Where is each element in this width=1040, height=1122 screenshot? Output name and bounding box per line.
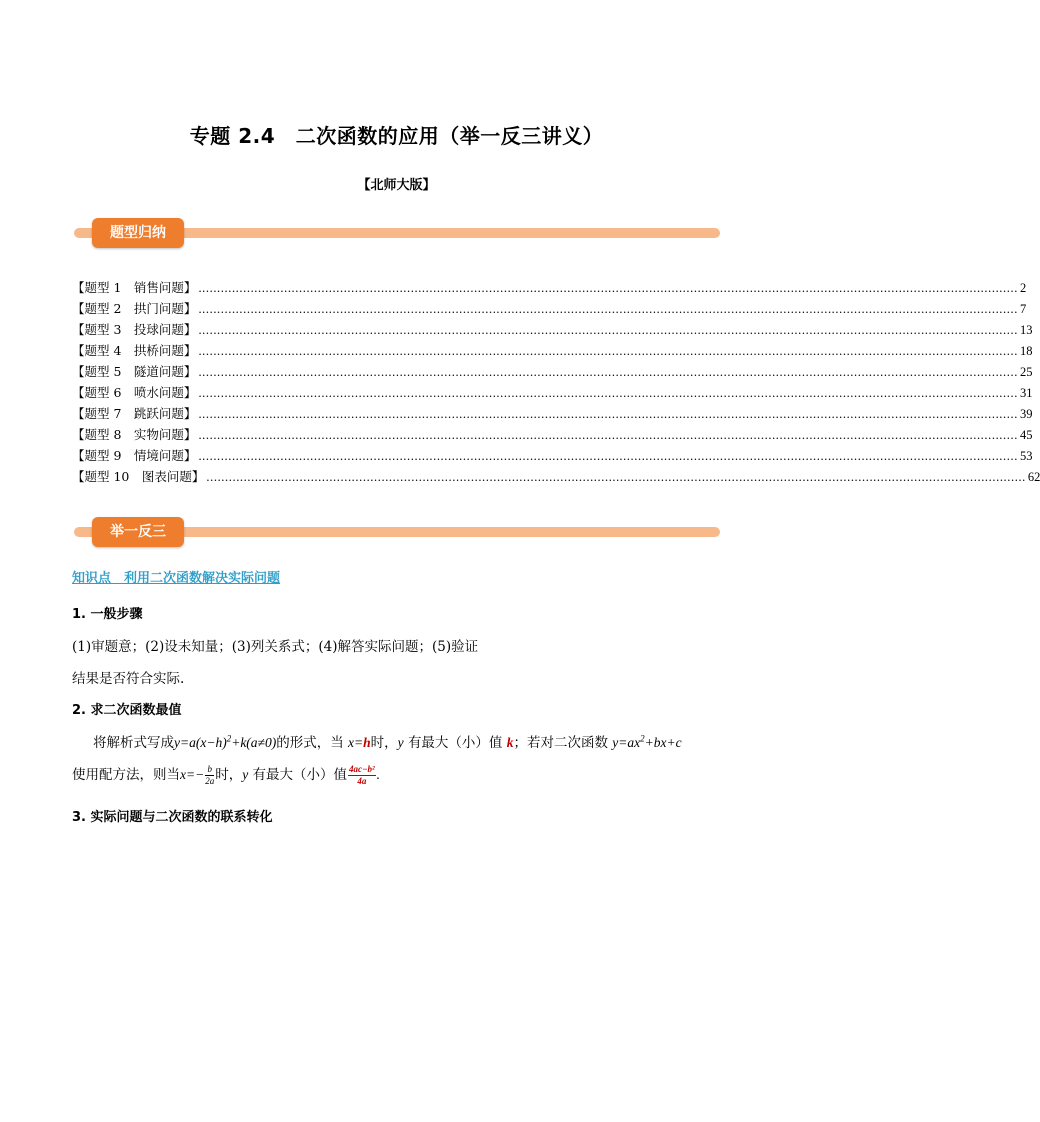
extremum-paragraph-line1 xyxy=(93,731,682,751)
table-of-contents xyxy=(72,278,1040,488)
toc-page-number: 2 xyxy=(1019,281,1027,295)
period: . xyxy=(376,767,381,782)
text: 使用配方法，则当 xyxy=(72,767,180,783)
toc-leader-dots: ............................................................................................................................................................................................................................ xyxy=(198,365,1018,379)
formula-standard-form: $y=ax^2+bx+c$ xyxy=(612,733,682,750)
toc-entry-label: 【题型 5 隧道问题】 xyxy=(72,364,197,379)
toc-entry-label: 【题型 10 图表问题】 xyxy=(72,469,205,484)
toc-page-number: 53 xyxy=(1019,449,1033,463)
toc-page-number: 31 xyxy=(1019,386,1033,400)
text: 将解析式写成 xyxy=(93,735,174,751)
toc-leader-dots: ............................................................................................................................................................................................................................ xyxy=(198,428,1018,442)
toc-leader-dots: ............................................................................................................................................................................................................................ xyxy=(206,470,1026,484)
text: 的形式，当 xyxy=(276,735,344,751)
toc-entry-label: 【题型 9 情境问题】 xyxy=(72,448,197,463)
banner-tag: 举一反三 xyxy=(92,517,184,547)
toc-page-number: 13 xyxy=(1019,323,1033,337)
toc-entry-label: 【题型 6 喷水问题】 xyxy=(72,385,197,400)
toc-entry-label: 【题型 2 拱门问题】 xyxy=(72,301,197,316)
toc-entry[interactable] xyxy=(72,446,1033,467)
banner-tag: 题型归纳 xyxy=(92,218,184,248)
toc-page-number: 39 xyxy=(1019,407,1033,421)
text: 时， xyxy=(370,735,398,751)
extremum-paragraph-line2 xyxy=(72,763,380,786)
toc-entry-label: 【题型 3 投球问题】 xyxy=(72,322,197,337)
toc-leader-dots: ............................................................................................................................................................................................................................ xyxy=(198,302,1018,316)
section-heading-conversion: 3. 实际问题与二次函数的联系转化 xyxy=(72,810,273,825)
section-banner-question-types xyxy=(74,218,720,248)
toc-leader-dots: ............................................................................................................................................................................................................................ xyxy=(198,449,1018,463)
highlight-h: h xyxy=(363,735,371,750)
text: ；若对二次函数 xyxy=(513,735,608,751)
toc-entry[interactable] xyxy=(72,299,1027,320)
toc-entry[interactable] xyxy=(72,383,1033,404)
toc-leader-dots: ............................................................................................................................................................................................................................ xyxy=(198,323,1018,337)
section-heading-extremum: 2. 求二次函数最值 xyxy=(72,703,182,718)
toc-page-number: 7 xyxy=(1019,302,1027,316)
toc-page-number: 62 xyxy=(1027,470,1040,484)
formula-x: x= xyxy=(348,735,364,750)
toc-leader-dots: ............................................................................................................................................................................................................................ xyxy=(198,281,1018,295)
text: 时， xyxy=(215,767,243,783)
toc-page-number: 25 xyxy=(1019,365,1033,379)
fraction-b-over-2a: $\frac{b}{2a}$ xyxy=(205,764,215,786)
text: 有最大（小）值 xyxy=(407,735,503,751)
section-banner-examples xyxy=(74,517,720,547)
toc-page-number: 45 xyxy=(1019,428,1033,442)
highlight-k: k xyxy=(506,735,514,750)
steps-text-line1: (1)审题意；(2)设未知量；(3)列关系式；(4)解答实际问题；(5)验证 xyxy=(72,639,479,655)
formula-y: y xyxy=(242,767,249,782)
toc-entry[interactable] xyxy=(72,425,1033,446)
toc-leader-dots: ............................................................................................................................................................................................................................ xyxy=(198,386,1018,400)
toc-page-number: 18 xyxy=(1019,344,1033,358)
toc-entry-label: 【题型 8 实物问题】 xyxy=(72,427,197,442)
toc-entry-label: 【题型 7 跳跃问题】 xyxy=(72,406,197,421)
formula-vertex-form: $y=a(x-h)^2+k(a\ne 0)$ xyxy=(174,733,277,750)
toc-entry[interactable] xyxy=(72,362,1033,383)
edition-label: 【北师大版】 xyxy=(357,178,436,193)
toc-entry[interactable] xyxy=(72,467,1040,488)
toc-leader-dots: ............................................................................................................................................................................................................................ xyxy=(198,407,1018,421)
toc-entry-label: 【题型 1 销售问题】 xyxy=(72,280,197,295)
toc-entry[interactable] xyxy=(72,320,1033,341)
toc-entry[interactable] xyxy=(72,404,1033,425)
fraction-extremum-value: $\frac{\text{4ac−b²}}{4a}$ xyxy=(349,764,375,786)
page-title: 专题 2.4 二次函数的应用（举一反三讲义） xyxy=(189,124,604,148)
toc-entry-label: 【题型 4 拱桥问题】 xyxy=(72,343,197,358)
toc-leader-dots: ............................................................................................................................................................................................................................ xyxy=(198,344,1018,358)
toc-entry[interactable] xyxy=(72,278,1027,299)
formula-y: y xyxy=(397,735,404,750)
steps-text-line2: 结果是否符合实际. xyxy=(72,671,185,687)
section-heading-steps: 1. 一般步骤 xyxy=(72,607,143,622)
toc-entry[interactable] xyxy=(72,341,1033,362)
text: 有最大（小）值 xyxy=(252,767,348,783)
knowledge-point-heading: 知识点 利用二次函数解决实际问题 xyxy=(72,571,281,586)
formula-x: x=− xyxy=(180,767,205,782)
